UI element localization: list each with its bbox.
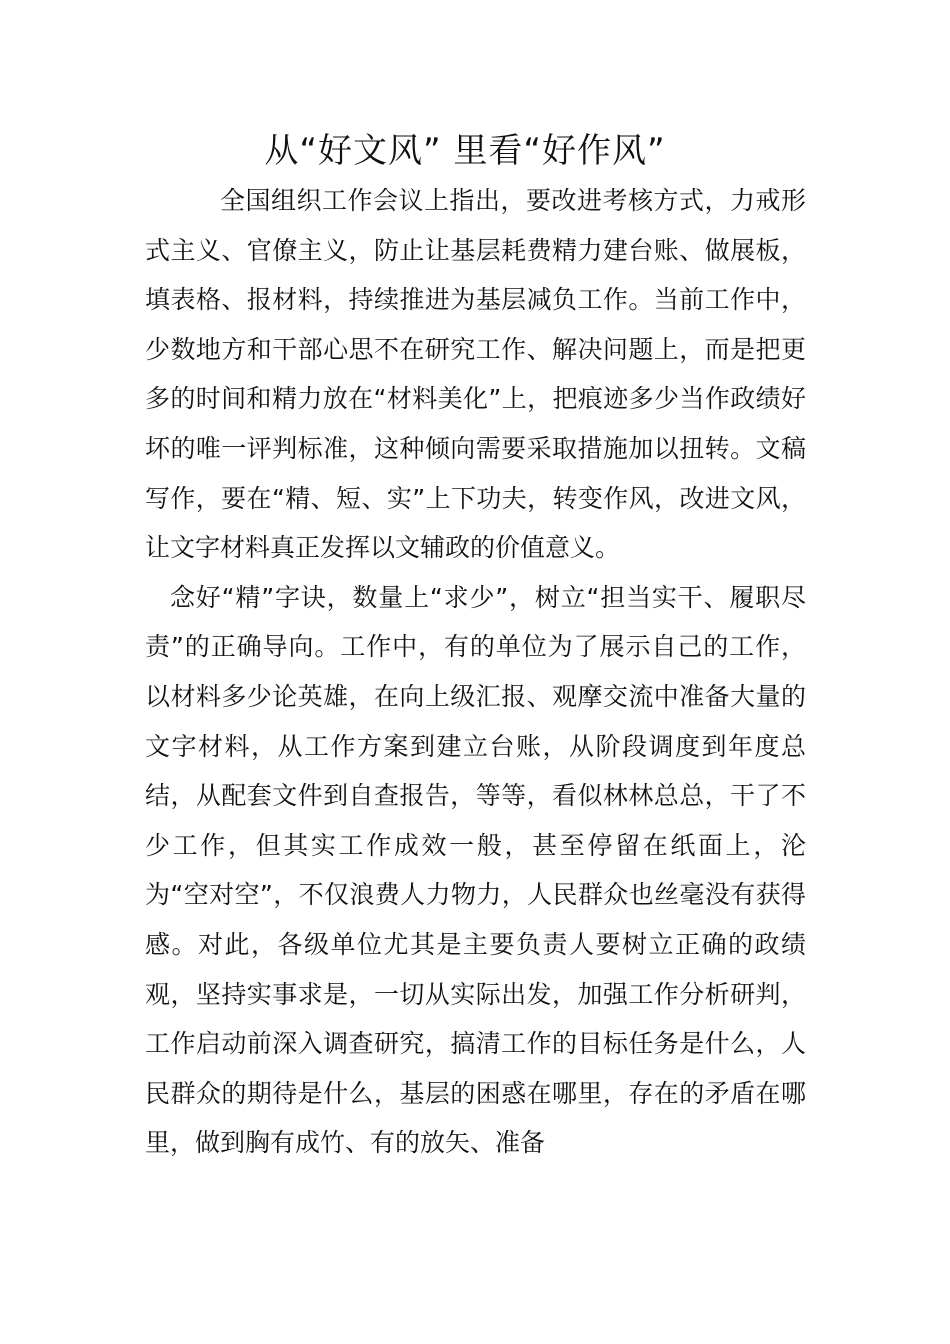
- document-body: [145, 176, 806, 1168]
- paragraph-2: 念好“精”字诀，数量上“求少”，树立“担当实干、履职尽责”的正确导向。工作中，有的单位为了展示自己的工作，以材料多少论英雄，在向上级汇报、观摩交流中准备大量的文字材料，从工作方案到建立台账，从阶段调度到年度总结，从配套文件到自查报告，等等，看似林林总总，干了不少工作，但其实工作成效一般，甚至停留在纸面上，沦为“空对空”，不仅浪费人力物力，人民群众也丝毫没有获得感。对此，各级单位尤其是主要负责人要树立正确的政绩观，坚持实事求是，一切从实际出发，加强工作分析研判，工作启动前深入调查研究，搞清工作的目标任务是什么，人民群众的期待是什么，基层的困惑在哪里，存在的矛盾在哪里，做到胸有成竹、有的放矢、准备: [145, 582, 806, 1158]
- document-title: 从“好文风” 里看“好作风”: [264, 131, 666, 171]
- paragraph-1: 全国组织工作会议上指出，要改进考核方式，力戒形式主义、官僚主义，防止让基层耗费精力建台账、做展板，填表格、报材料，持续推进为基层减负工作。当前工作中，少数地方和干部心思不在研究工作、解决问题上，而是把更多的时间和精力放在“材料美化”上，把痕迹多少当作政绩好坏的唯一评判标准，这种倾向需要采取措施加以扭转。文稿写作，要在“精、短、实”上下功夫，转变作风，改进文风，让文字材料真正发挥以文辅政的价值意义。: [145, 186, 806, 563]
